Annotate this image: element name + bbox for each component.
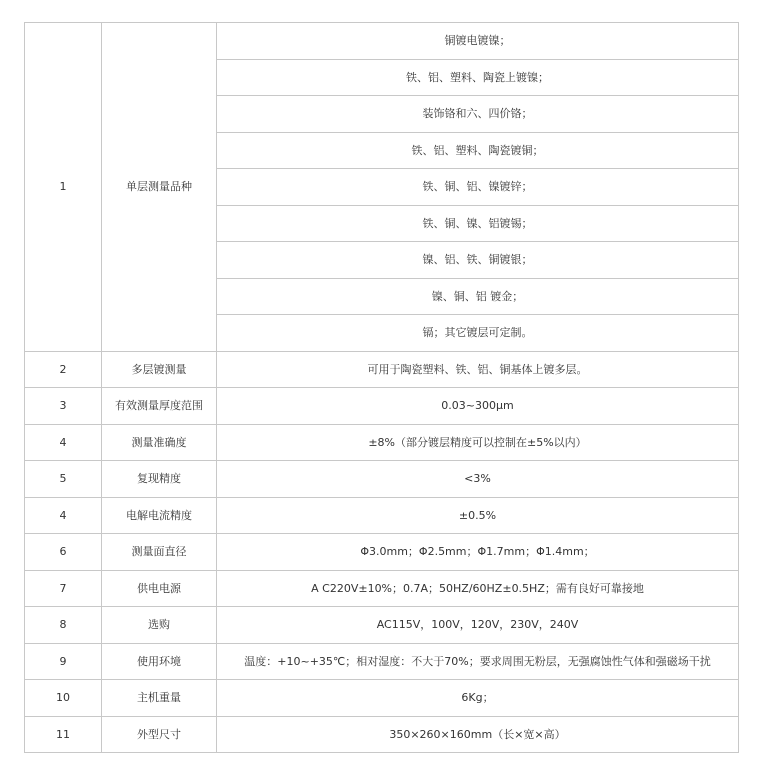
row-value: 镍、铜、铝 镀金； [217, 278, 739, 315]
row-number: 2 [25, 351, 102, 388]
table-row [25, 23, 739, 60]
table-row [25, 680, 739, 717]
spec-table [24, 22, 739, 753]
row-item: 复现精度 [102, 461, 217, 498]
row-item: 外型尺寸 [102, 716, 217, 753]
table-row [25, 351, 739, 388]
row-number: 10 [25, 680, 102, 717]
row-number: 7 [25, 570, 102, 607]
row-number: 11 [25, 716, 102, 753]
row-value: 铁、铝、塑料、陶瓷镀铜； [217, 132, 739, 169]
table-row [25, 570, 739, 607]
row-value: 可用于陶瓷塑料、铁、铝、铜基体上镀多层。 [217, 351, 739, 388]
row-number: 3 [25, 388, 102, 425]
row-value: 铜镀电镀镍； [217, 23, 739, 60]
row-value: 装饰铬和六、四价铬； [217, 96, 739, 133]
row-value: AC115V，100V，120V，230V，240V [217, 607, 739, 644]
row-item: 电解电流精度 [102, 497, 217, 534]
row-item: 有效测量厚度范围 [102, 388, 217, 425]
row-value: 铁、铜、铝、镍镀锌； [217, 169, 739, 206]
table-row [25, 424, 739, 461]
row-item: 使用环境 [102, 643, 217, 680]
row-number: 5 [25, 461, 102, 498]
row-number: 4 [25, 424, 102, 461]
table-row [25, 716, 739, 753]
row-value: Φ3.0mm；Φ2.5mm；Φ1.7mm；Φ1.4mm； [217, 534, 739, 571]
row-value: ±0.5% [217, 497, 739, 534]
row-value: <3% [217, 461, 739, 498]
table-row [25, 643, 739, 680]
row-value: 温度：+10~+35℃；相对湿度：不大于70%；要求周围无粉层，无强腐蚀性气体和强磁场干扰 [217, 643, 739, 680]
row-value: ±8%（部分镀层精度可以控制在±5%以内） [217, 424, 739, 461]
row-item: 测量准确度 [102, 424, 217, 461]
table-row [25, 388, 739, 425]
table-row [25, 607, 739, 644]
row-item: 供电电源 [102, 570, 217, 607]
spec-table-body [25, 23, 739, 753]
row-value: 6Kg； [217, 680, 739, 717]
row-value: 镉；其它镀层可定制。 [217, 315, 739, 352]
row-number: 6 [25, 534, 102, 571]
row-value: 0.03~300μm [217, 388, 739, 425]
row-number: 4 [25, 497, 102, 534]
row-value: 镍、铝、铁、铜镀银； [217, 242, 739, 279]
table-row [25, 461, 739, 498]
row-number: 1 [25, 23, 102, 352]
row-item: 选购 [102, 607, 217, 644]
row-number: 8 [25, 607, 102, 644]
row-value: 铁、铝、塑料、陶瓷上镀镍； [217, 59, 739, 96]
row-item: 多层镀测量 [102, 351, 217, 388]
row-value: 铁、铜、镍、铝镀锡； [217, 205, 739, 242]
row-value: A C220V±10%；0.7A；50HZ/60HZ±0.5HZ；需有良好可靠接地 [217, 570, 739, 607]
row-item: 主机重量 [102, 680, 217, 717]
row-value: 350×260×160mm（长×宽×高） [217, 716, 739, 753]
table-row [25, 497, 739, 534]
row-item: 测量面直径 [102, 534, 217, 571]
row-item: 单层测量品种 [102, 23, 217, 352]
row-number: 9 [25, 643, 102, 680]
table-row [25, 534, 739, 571]
